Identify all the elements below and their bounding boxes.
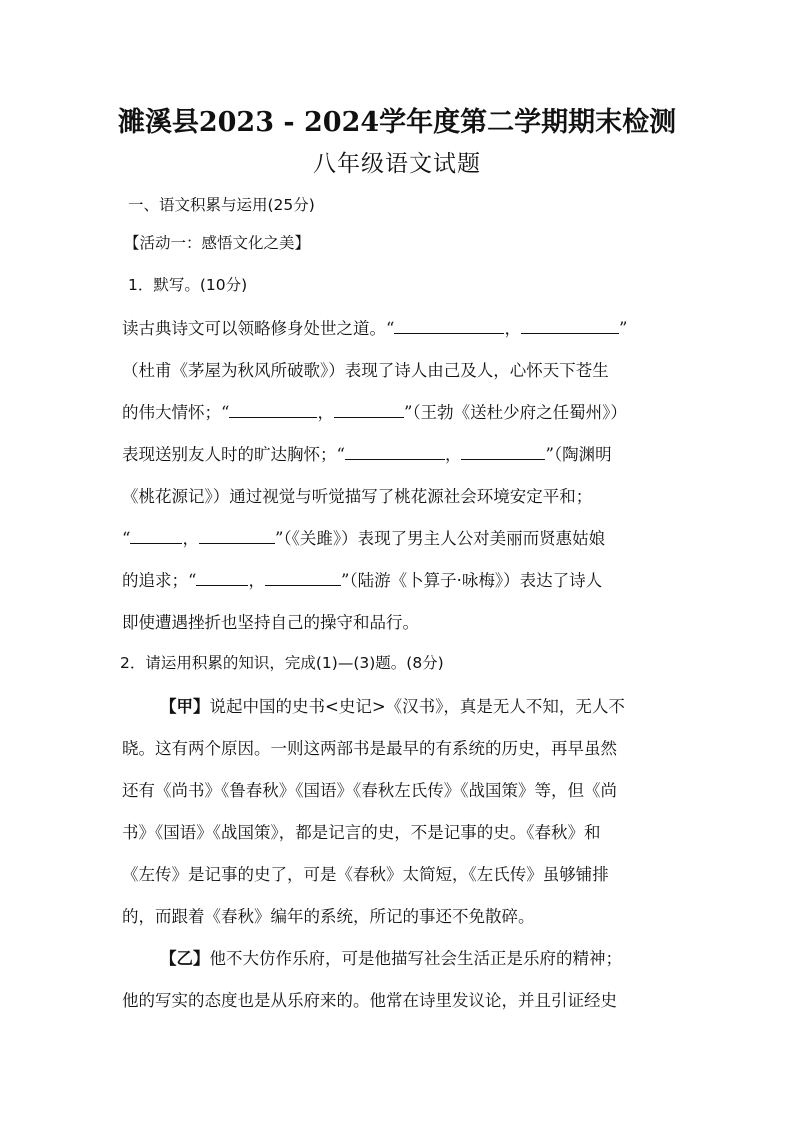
q1-line-3-text: 的伟大情怀；“: [122, 403, 230, 422]
q1-line-6-text: ”（《关雎》）表现了男主人公对美丽而贤惠姑娘: [274, 529, 606, 548]
blank-comma: ，: [504, 319, 521, 338]
passage-jia-line-2: 晓。这有两个原因。一则这两部书是最早的有系统的历史，再早虽然: [122, 739, 617, 758]
q1-line-4-text: 表现送别友人时的旷达胸怀；“: [122, 445, 345, 464]
q1-line-2: （杜甫《茅屋为秋风所破歌》）表现了诗人由己及人，心怀天下苍生: [122, 361, 609, 380]
q1-line-7-text: 的追求；“: [122, 571, 197, 590]
q1-line-4: [122, 441, 612, 465]
q1-line-3: [122, 399, 627, 423]
blank-comma: ，: [248, 571, 265, 590]
section-heading: 一、语文积累与运用(25分): [128, 196, 315, 214]
answer-blank[interactable]: [345, 441, 445, 460]
answer-blank[interactable]: [394, 315, 504, 334]
exam-subtitle: 八年级语文试题: [313, 151, 481, 177]
q1-line-1-close: ”: [618, 319, 628, 338]
q1-line-6-open: “: [122, 529, 131, 548]
passage-yi-line-2: 他的写实的态度也是从乐府来的。他常在诗里发议论，并且引证经史: [122, 991, 617, 1010]
passage-jia-line-1: [160, 693, 625, 717]
answer-blank[interactable]: [461, 441, 545, 460]
blank-comma: ，: [317, 403, 334, 422]
passage-jia-line-4: 书》《国语》《战国策》，都是记言的史，不是记事的史。《春秋》和: [122, 823, 601, 842]
q1-line-5: 《桃花源记》）通过视觉与听觉描写了桃花源社会环境安定平和；: [122, 487, 593, 506]
q1-line-6: [122, 525, 605, 549]
answer-blank[interactable]: [265, 567, 341, 586]
blank-comma: ，: [444, 445, 462, 464]
answer-blank[interactable]: [199, 525, 275, 544]
answer-blank[interactable]: [521, 315, 619, 334]
passage-jia-text: 说起中国的史书<史记>《汉书》，真是无人不知，无人不: [209, 697, 625, 716]
q1-line-3-close: ”（王勃《送杜少府之任蜀州》）: [403, 403, 627, 422]
question-1-heading: 1．默写。(10分): [128, 276, 248, 294]
activity-heading: 【活动一：感悟文化之美】: [124, 234, 311, 252]
passage-jia-line-5: 《左传》是记事的史了，可是《春秋》太简短，《左氏传》虽够铺排: [122, 865, 609, 884]
q1-line-7: [122, 567, 602, 591]
answer-blank[interactable]: [196, 567, 248, 586]
passage-yi-text: 他不大仿作乐府，可是他描写社会生活正是乐府的精神；: [209, 949, 622, 968]
q1-line-1-text: 读古典诗文可以领略修身处世之道。“: [122, 319, 395, 338]
passage-jia-tag: 【甲】: [160, 697, 210, 716]
passage-jia-line-3: 还有《尚书》《鲁春秋》《国语》《春秋左氏传》《战国策》等，但《尚: [122, 781, 617, 800]
blank-comma: ，: [182, 529, 199, 548]
q1-line-4-close: ”（陶渊明: [545, 445, 612, 464]
exam-title: 濉溪县2023 - 2024学年度第二学期期末检测: [117, 107, 677, 138]
question-2-heading: 2．请运用积累的知识，完成(1)—(3)题。(8分): [120, 654, 444, 672]
q1-line-1: [122, 315, 627, 339]
q1-line-8: 即使遭遇挫折也坚持自己的操守和品行。: [122, 613, 419, 632]
passage-yi-line-1: [160, 945, 622, 969]
answer-blank[interactable]: [130, 525, 182, 544]
passage-yi-tag: 【乙】: [160, 949, 210, 968]
q1-line-7-close: ”（陆游《卜算子·咏梅》）表达了诗人: [340, 571, 603, 590]
answer-blank[interactable]: [229, 399, 317, 418]
passage-jia-line-6: 的，而跟着《春秋》编年的系统，所记的事还不免散碎。: [122, 907, 535, 926]
answer-blank[interactable]: [334, 399, 404, 418]
